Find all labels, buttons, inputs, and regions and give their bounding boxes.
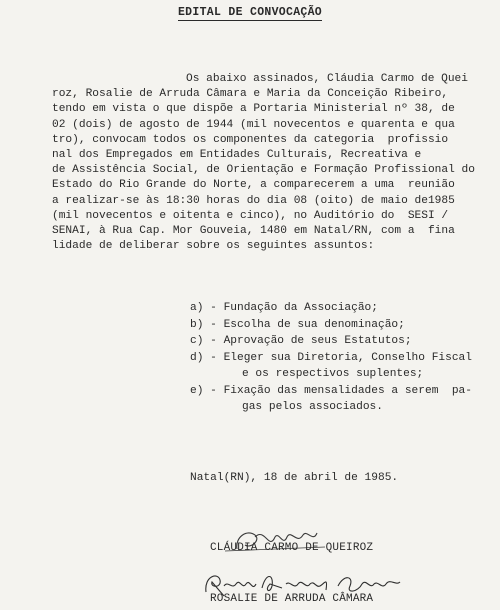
body-line: de Assistência Social, de Orientação e Formação Profissional do: [52, 164, 475, 177]
body-line: a realizar-se às 18:30 horas do dia 08 (oito) de maio de1985: [52, 194, 455, 207]
agenda-item-continuation: gas pelos associados.: [242, 401, 383, 413]
body-line: SENAI, à Rua Cap. Mor Gouveia, 1480 em Natal/RN, com a fina: [52, 224, 455, 237]
body-line: Estado do Rio Grande do Norte, a comparecerem a uma reunião: [52, 179, 455, 192]
agenda-item: c) - Aprovação de seus Estatutos;: [190, 335, 412, 347]
agenda-item-continuation: e os respectivos suplentes;: [242, 368, 424, 380]
body-line: 02 (dois) de agosto de 1944 (mil novecentos e quarenta e qua: [52, 118, 455, 131]
agenda-item: b) - Escolha de sua denominação;: [190, 318, 405, 331]
body-line: lidade de deliberar sobre os seguintes assuntos:: [52, 240, 375, 253]
agenda-item: a) - Fundação da Associação;: [190, 302, 378, 314]
agenda-item: d) - Eleger sua Diretoria, Conselho Fiscal: [190, 351, 472, 364]
body-line: Os abaixo assinados, Cláudia Carmo de Quei: [186, 73, 468, 85]
document-title: [0, 6, 500, 19]
date-line: Natal(RN), 18 de abril de 1985.: [190, 472, 399, 484]
body-line: (mil novecentos e oitenta e cinco), no Auditório do SESI /: [52, 209, 449, 222]
agenda-list: [190, 300, 472, 416]
body-paragraph: [52, 72, 482, 254]
body-line: tro), convocam todos os componentes da categoria profissio: [52, 133, 449, 146]
signatory-name: CLÁUDIA CARMO DE QUEIROZ: [210, 542, 374, 554]
body-line: roz, Rosalie de Arruda Câmara e Maria da Conceição Ribeiro,: [52, 88, 449, 101]
document-title-text: EDITAL DE CONVOCAÇÃO: [177, 6, 323, 19]
body-line: nal dos Empregados em Entidades Culturais, Recreativa e: [52, 148, 422, 161]
signatory-name: ROSALIE DE ARRUDA CÂMARA: [210, 593, 374, 605]
body-line: tendo em vista o que dispõe a Portaria Ministerial nº 38, de: [52, 103, 455, 116]
agenda-item: e) - Fixação das mensalidades a serem pa-: [190, 384, 472, 397]
